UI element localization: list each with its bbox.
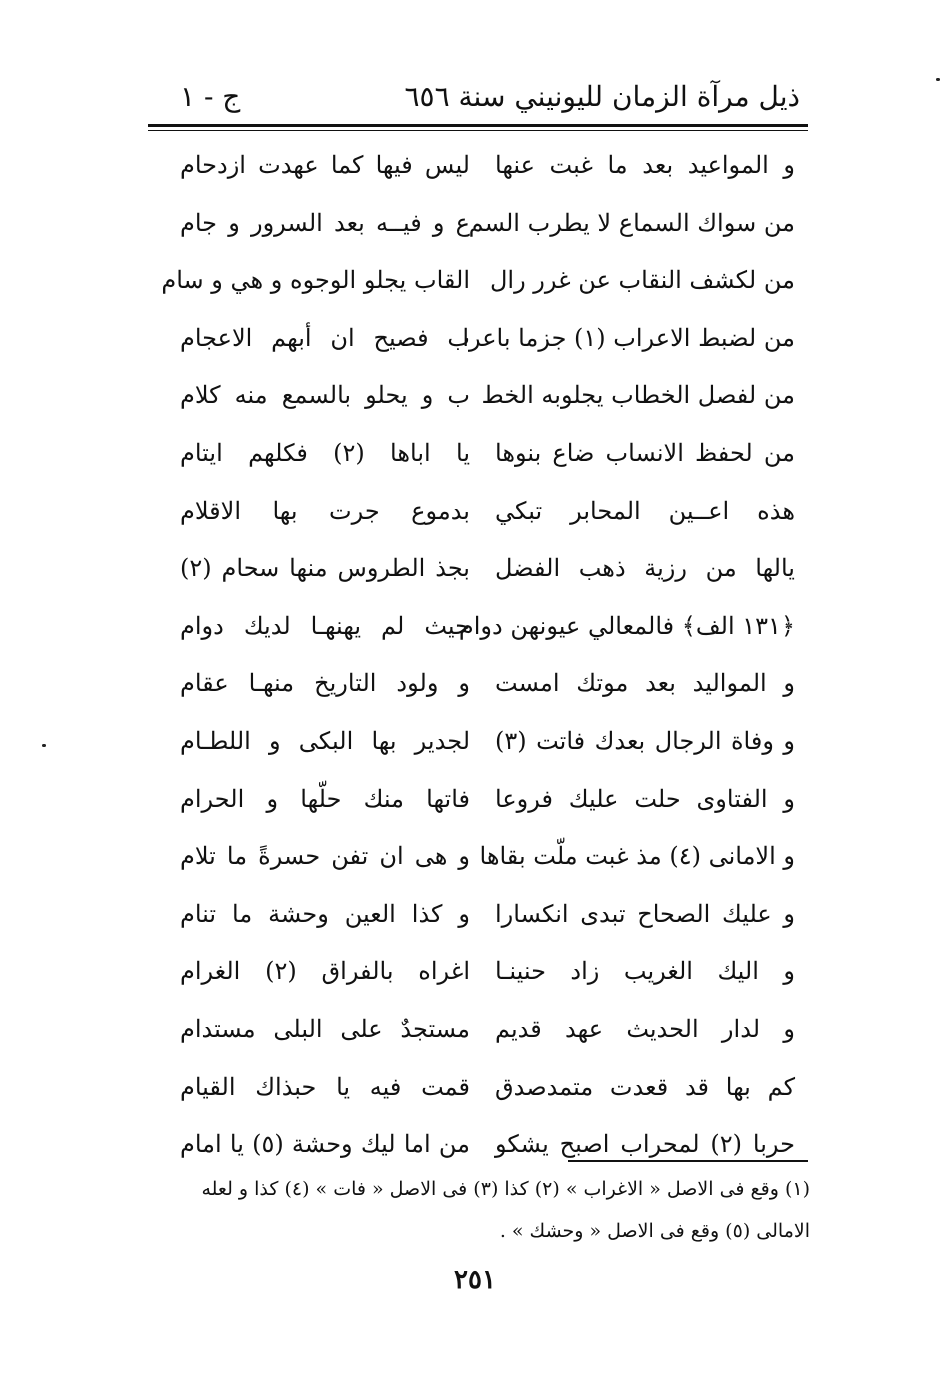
first-hemistich: من لحفظ الانساب ضاع بنوها xyxy=(495,438,795,467)
footnote-separator xyxy=(568,1160,808,1162)
verse-line xyxy=(170,771,795,829)
second-hemistich: يا اباها (٢) فكلهم ايتام xyxy=(180,438,470,467)
second-hemistich: لجدير بها البكى و اللطـام xyxy=(180,726,470,755)
second-hemistich: ب فصيح ان أبهم الاعجام xyxy=(180,323,470,352)
poem xyxy=(161,137,795,1174)
footnotes xyxy=(150,1168,810,1252)
second-hemistich: فاتها منك حلّها و الحرام xyxy=(180,784,470,813)
verse-line xyxy=(170,713,795,771)
verse-line xyxy=(170,540,795,598)
second-hemistich: ع و فيــه بعد السرور و جام xyxy=(180,208,470,237)
verse-line xyxy=(170,598,795,656)
scan-speck xyxy=(42,744,46,747)
first-hemistich: هذه اعــين المحابر تبكي xyxy=(495,496,795,525)
second-hemistich: قمت فيه يا حبذاك القيام xyxy=(180,1072,470,1101)
second-hemistich: بدموع جرت بها الاقلام xyxy=(180,496,470,525)
first-hemistich: يالها من رزية ذهب الفضل xyxy=(495,554,795,583)
first-hemistich: و عليك الصحاح تبدى انكسارا xyxy=(495,899,795,928)
verse-line xyxy=(170,943,795,1001)
running-head xyxy=(150,74,800,120)
verse-line xyxy=(170,425,795,483)
volume-marker: ج - ١ xyxy=(180,80,241,113)
second-hemistich: حيث لم يهنهـا لديك دوام xyxy=(180,611,470,640)
first-hemistich: و المواليد بعد موتك امست xyxy=(495,669,795,698)
first-hemistich: من لفصل الخطاب يجلوبه الخط xyxy=(481,381,795,410)
first-hemistich: و وفاة الرجال بعدك فاتت (٣) xyxy=(495,726,795,755)
verse-line xyxy=(170,886,795,944)
first-hemistich: و المواعيد بعد ما غبت عنها xyxy=(495,151,795,179)
second-hemistich: مستجدٌ على البلى مستدام xyxy=(180,1014,470,1043)
verse-line xyxy=(170,1059,795,1117)
verse-line xyxy=(170,1001,795,1059)
first-hemistich: و لدار الحديث عهد قديم xyxy=(495,1014,795,1043)
first-hemistich: من لكشف النقاب عن غرر رال xyxy=(489,266,795,295)
header-rule-thick xyxy=(148,124,808,127)
first-hemistich: و الامانى (٤) مذ غبت ملّت بقاها xyxy=(479,842,795,871)
verse-line xyxy=(170,483,795,541)
footnote-line: الامالى (٥) وقع فى الاصل « وحشك » . xyxy=(499,1220,810,1242)
first-hemistich: من سواك السماع لا يطرب السم xyxy=(468,208,795,237)
second-hemistich: ليس فيها كما عهدت ازدحام xyxy=(180,151,470,179)
verse-line xyxy=(170,828,795,886)
second-hemistich: بجذ الطروس منها سحام (٢) xyxy=(180,554,470,583)
verse-line xyxy=(170,310,795,368)
verse-line xyxy=(170,1116,795,1174)
second-hemistich: القاب يجلو الوجوه و هي و سام xyxy=(161,266,470,295)
verse-line xyxy=(170,137,795,195)
scan-speck xyxy=(936,78,940,81)
second-hemistich: من اما ليك وحشة (٥) يا امام xyxy=(180,1130,470,1159)
running-title: ذيل مرآة الزمان لليونيني سنة ٦٥٦ xyxy=(404,80,800,113)
footnote-line: (١) وقع فى الاصل « الاغراب » (٢) كذا (٣) فى الاصل « فات » (٤) كذا و لعله xyxy=(201,1178,810,1200)
verse-line xyxy=(170,367,795,425)
first-hemistich: حربا (٢) لمحراب اصبح يشكو xyxy=(495,1130,795,1159)
second-hemistich: و هى ان تفن حسرةً ما تلام xyxy=(180,842,470,871)
first-hemistich: و اليك الغريب زاد حنينـا xyxy=(495,957,795,986)
first-hemistich: ﴿١٣١ الف﴾ فالمعالي عيونهن دوام xyxy=(458,611,795,640)
page-number: ٢٥١ xyxy=(454,1265,496,1295)
verse-line xyxy=(161,252,795,310)
first-hemistich: كم بها قد قعدت متمدصدق xyxy=(495,1072,795,1101)
second-hemistich: و ولود التاريخ منهـا عقام xyxy=(180,669,470,698)
second-hemistich: ب و يحلو بالسمع منه كلام xyxy=(180,381,470,410)
verse-line xyxy=(170,655,795,713)
first-hemistich: و الفتاوى حلت عليك فروعا xyxy=(495,784,795,813)
first-hemistich: من لضبط الاعراب (١) جزما باعرا xyxy=(462,323,795,352)
second-hemistich: اغراه بالفراق (٢) الغرام xyxy=(180,957,470,986)
second-hemistich: و كذا العين وحشة ما تنام xyxy=(180,899,470,928)
verse-line xyxy=(170,195,795,253)
header-rule-thin xyxy=(148,130,808,131)
